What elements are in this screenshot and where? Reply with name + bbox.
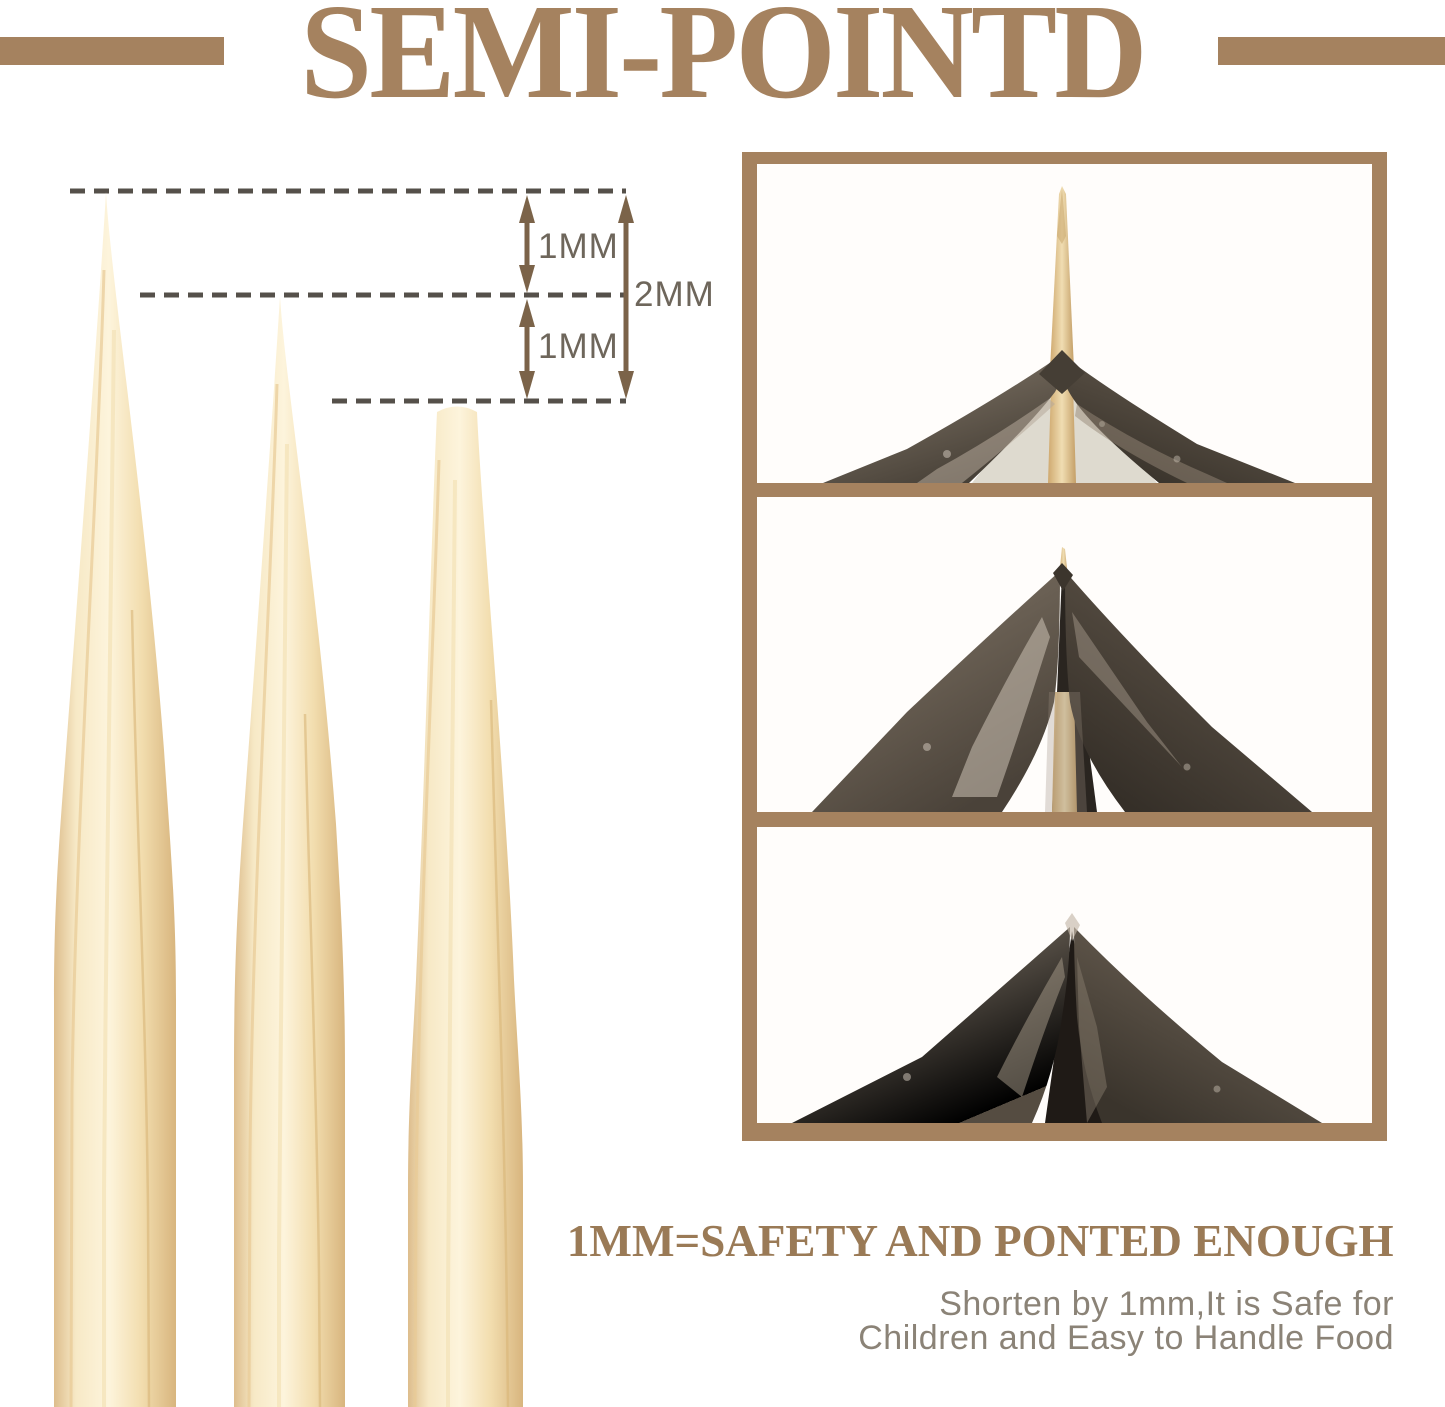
photo-bag-pierced-tip [757,497,1372,812]
measure-label-total-2mm: 2MM [634,275,715,314]
skewer-full-point [40,190,180,1407]
measure-label-bottom-1mm: 1MM [538,327,619,366]
photo-bag-not-pierced [757,827,1372,1123]
page-title: SEMI-POINTD [300,0,1145,127]
safety-subline-2: Children and Easy to Handle Food [858,1319,1394,1357]
measure-label-top-1mm: 1MM [538,227,619,266]
safety-headline: 1MM=SAFETY AND PONTED ENOUGH [567,1215,1394,1266]
safety-subline-1: Shorten by 1mm,It is Safe for [939,1285,1394,1323]
photo-bag-pierced-full [757,164,1372,483]
arrow-1mm-top-icon [519,195,535,293]
photo-frame [742,152,1387,1141]
arrow-1mm-bottom-icon [519,299,535,399]
skewer-semi-pointed [395,400,535,1407]
skewer-1mm-shorter [215,294,355,1407]
